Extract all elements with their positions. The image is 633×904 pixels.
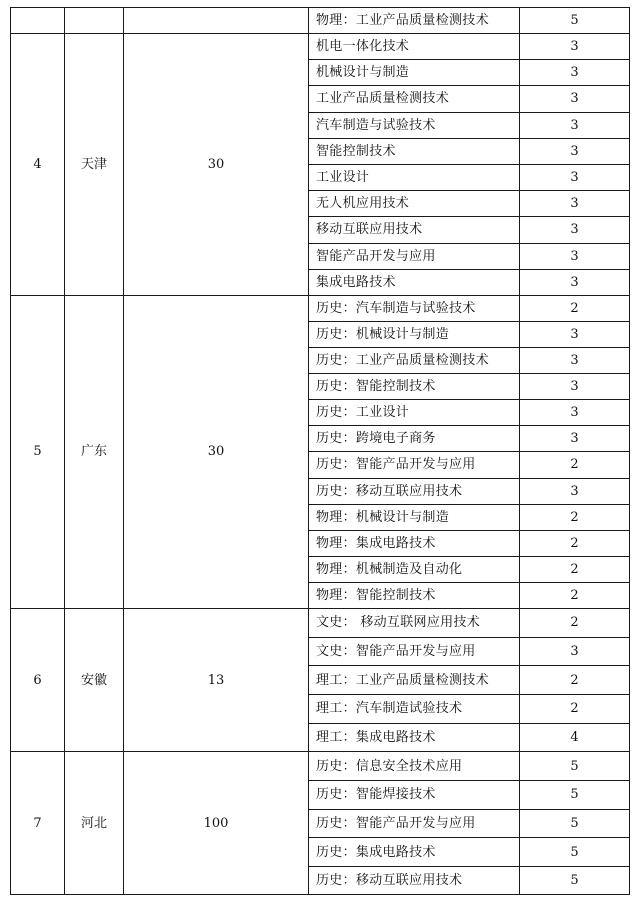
major-name: 物理：智能控制技术: [309, 582, 520, 608]
row-index: 7: [11, 752, 65, 895]
major-name: 工业设计: [309, 164, 520, 190]
total-quota: 30: [124, 295, 309, 608]
major-name: 历史：工业设计: [309, 400, 520, 426]
major-quota: 2: [520, 666, 630, 695]
major-quota: 5: [520, 866, 630, 895]
major-name: 物理：机械制造及自动化: [309, 556, 520, 582]
major-quota: 2: [520, 295, 630, 321]
major-name: 历史：跨境电子商务: [309, 426, 520, 452]
total-quota: 30: [124, 34, 309, 296]
major-name: 历史：智能产品开发与应用: [309, 809, 520, 838]
major-quota: 2: [520, 609, 630, 638]
major-quota: 3: [520, 243, 630, 269]
table-body: [11, 8, 630, 895]
major-quota: 3: [520, 374, 630, 400]
major-quota: 3: [520, 112, 630, 138]
province-name: 广东: [65, 295, 124, 608]
major-quota: 3: [520, 138, 630, 164]
major-name: 历史：智能产品开发与应用: [309, 452, 520, 478]
major-quota: 2: [520, 504, 630, 530]
major-name: 历史：移动互联应用技术: [309, 478, 520, 504]
major-quota: 2: [520, 452, 630, 478]
major-quota: 5: [520, 838, 630, 867]
province-name: 安徽: [65, 609, 124, 752]
major-quota: 5: [520, 752, 630, 781]
major-name: 历史：集成电路技术: [309, 838, 520, 867]
major-quota: 2: [520, 695, 630, 724]
total-quota: 100: [124, 752, 309, 895]
major-name: 历史：智能控制技术: [309, 374, 520, 400]
major-name: 文史：智能产品开发与应用: [309, 637, 520, 666]
major-quota: 2: [520, 556, 630, 582]
major-quota: 3: [520, 478, 630, 504]
table-row: [11, 295, 630, 321]
major-quota: 3: [520, 60, 630, 86]
major-name: 历史：汽车制造与试验技术: [309, 295, 520, 321]
major-quota: 5: [520, 809, 630, 838]
major-quota: 3: [520, 86, 630, 112]
major-name: 无人机应用技术: [309, 191, 520, 217]
row-index: [11, 8, 65, 34]
major-name: 工业产品质量检测技术: [309, 86, 520, 112]
row-index: 5: [11, 295, 65, 608]
province-name: 河北: [65, 752, 124, 895]
major-name: 机械设计与制造: [309, 60, 520, 86]
major-name: 理工：集成电路技术: [309, 723, 520, 752]
total-quota: 13: [124, 609, 309, 752]
enrollment-plan-table: [10, 7, 630, 895]
major-quota: 3: [520, 269, 630, 295]
table-row: [11, 8, 630, 34]
table-row: [11, 752, 630, 781]
major-name: 历史：机械设计与制造: [309, 321, 520, 347]
major-name: 集成电路技术: [309, 269, 520, 295]
major-name: 历史：工业产品质量检测技术: [309, 348, 520, 374]
total-quota: [124, 8, 309, 34]
table-row: [11, 34, 630, 60]
major-name: 智能控制技术: [309, 138, 520, 164]
major-name: 机电一体化技术: [309, 34, 520, 60]
major-name: 历史：信息安全技术应用: [309, 752, 520, 781]
major-name: 文史： 移动互联网应用技术: [309, 609, 520, 638]
major-quota: 3: [520, 348, 630, 374]
major-quota: 2: [520, 530, 630, 556]
major-quota: 2: [520, 582, 630, 608]
province-name: 天津: [65, 34, 124, 296]
major-quota: 3: [520, 164, 630, 190]
row-index: 4: [11, 34, 65, 296]
major-name: 理工：汽车制造试验技术: [309, 695, 520, 724]
major-quota: 3: [520, 637, 630, 666]
major-quota: 3: [520, 400, 630, 426]
major-name: 汽车制造与试验技术: [309, 112, 520, 138]
major-quota: 4: [520, 723, 630, 752]
major-quota: 3: [520, 217, 630, 243]
major-name: 理工：工业产品质量检测技术: [309, 666, 520, 695]
major-quota: 5: [520, 8, 630, 34]
major-name: 物理：机械设计与制造: [309, 504, 520, 530]
major-quota: 3: [520, 426, 630, 452]
major-quota: 3: [520, 191, 630, 217]
major-name: 物理：集成电路技术: [309, 530, 520, 556]
major-quota: 5: [520, 781, 630, 810]
major-name: 历史：移动互联应用技术: [309, 866, 520, 895]
major-name: 移动互联应用技术: [309, 217, 520, 243]
major-name: 物理：工业产品质量检测技术: [309, 8, 520, 34]
major-name: 历史：智能焊接技术: [309, 781, 520, 810]
province-name: [65, 8, 124, 34]
major-name: 智能产品开发与应用: [309, 243, 520, 269]
row-index: 6: [11, 609, 65, 752]
major-quota: 3: [520, 34, 630, 60]
major-quota: 3: [520, 321, 630, 347]
table-row: [11, 609, 630, 638]
